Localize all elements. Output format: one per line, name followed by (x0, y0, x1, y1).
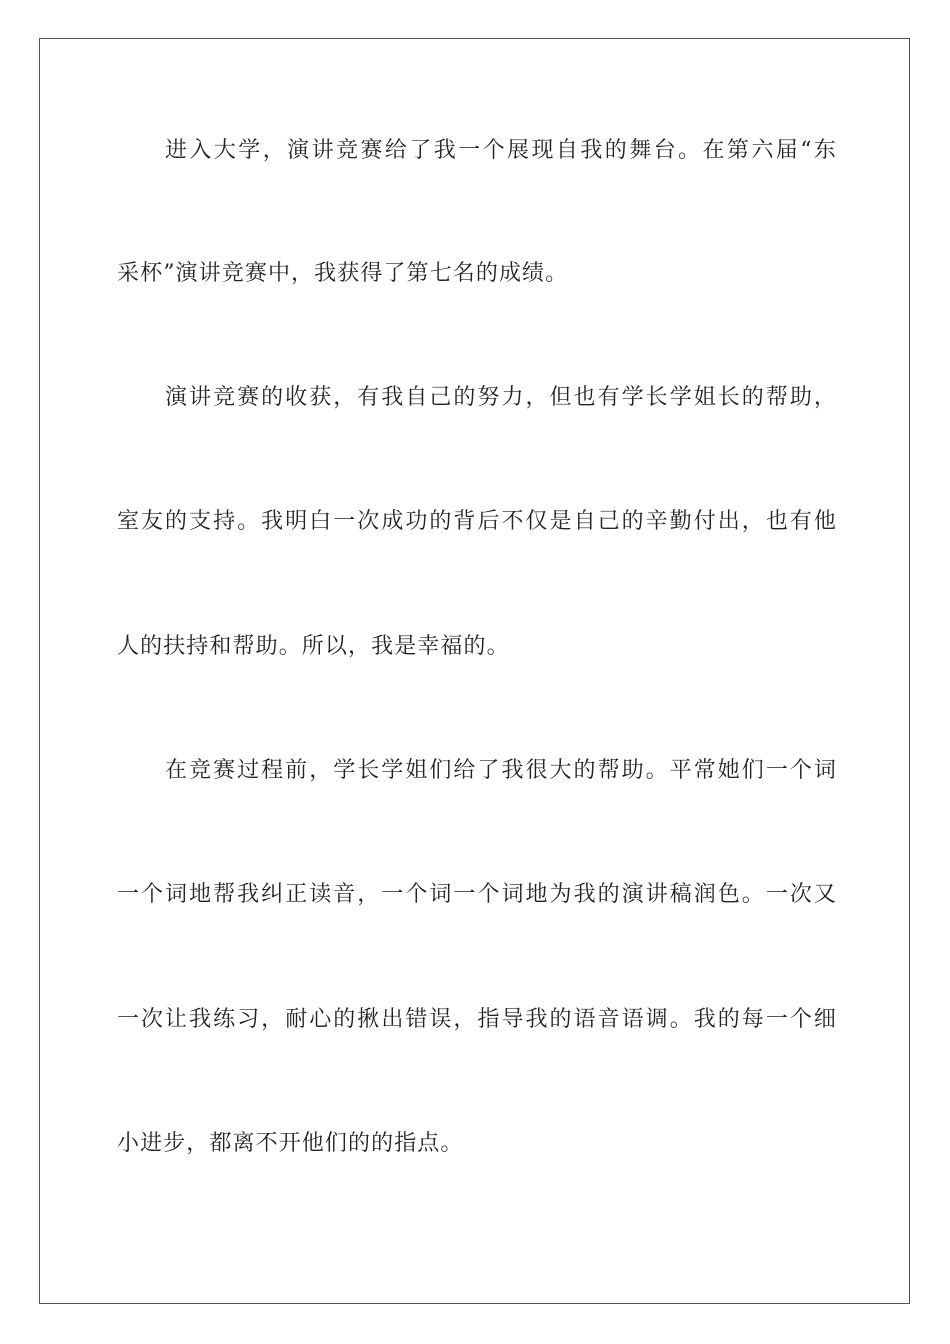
paragraph-2-line-1: 演讲竞赛的收获，有我自己的努力，但也有学长学姐长的帮助， (165, 385, 837, 410)
paragraph-3-line-1: 在竞赛过程前，学长学姐们给了我很大的帮助。平常她们一个词 (165, 758, 837, 783)
paragraph-2-line-3: 人的扶持和帮助。所以，我是幸福的。 (117, 634, 510, 659)
paragraph-3-line-2: 一个词地帮我纠正读音，一个词一个词地为我的演讲稿润色。一次又 (117, 882, 837, 907)
paragraph-1-line-1: 进入大学，演讲竞赛给了我一个展现自我的舞台。在第六届“东 (165, 138, 837, 163)
paragraph-2-line-2: 室友的支持。我明白一次成功的背后不仅是自己的辛勤付出，也有他 (117, 509, 837, 534)
paragraph-3-line-4: 小进步，都离不开他们的的指点。 (117, 1131, 464, 1156)
page-border (39, 38, 910, 1304)
paragraph-3-line-3: 一次让我练习，耐心的揪出错误，指导我的语音语调。我的每一个细 (117, 1007, 837, 1032)
paragraph-1-line-2: 采杯”演讲竞赛中，我获得了第七名的成绩。 (117, 261, 569, 286)
